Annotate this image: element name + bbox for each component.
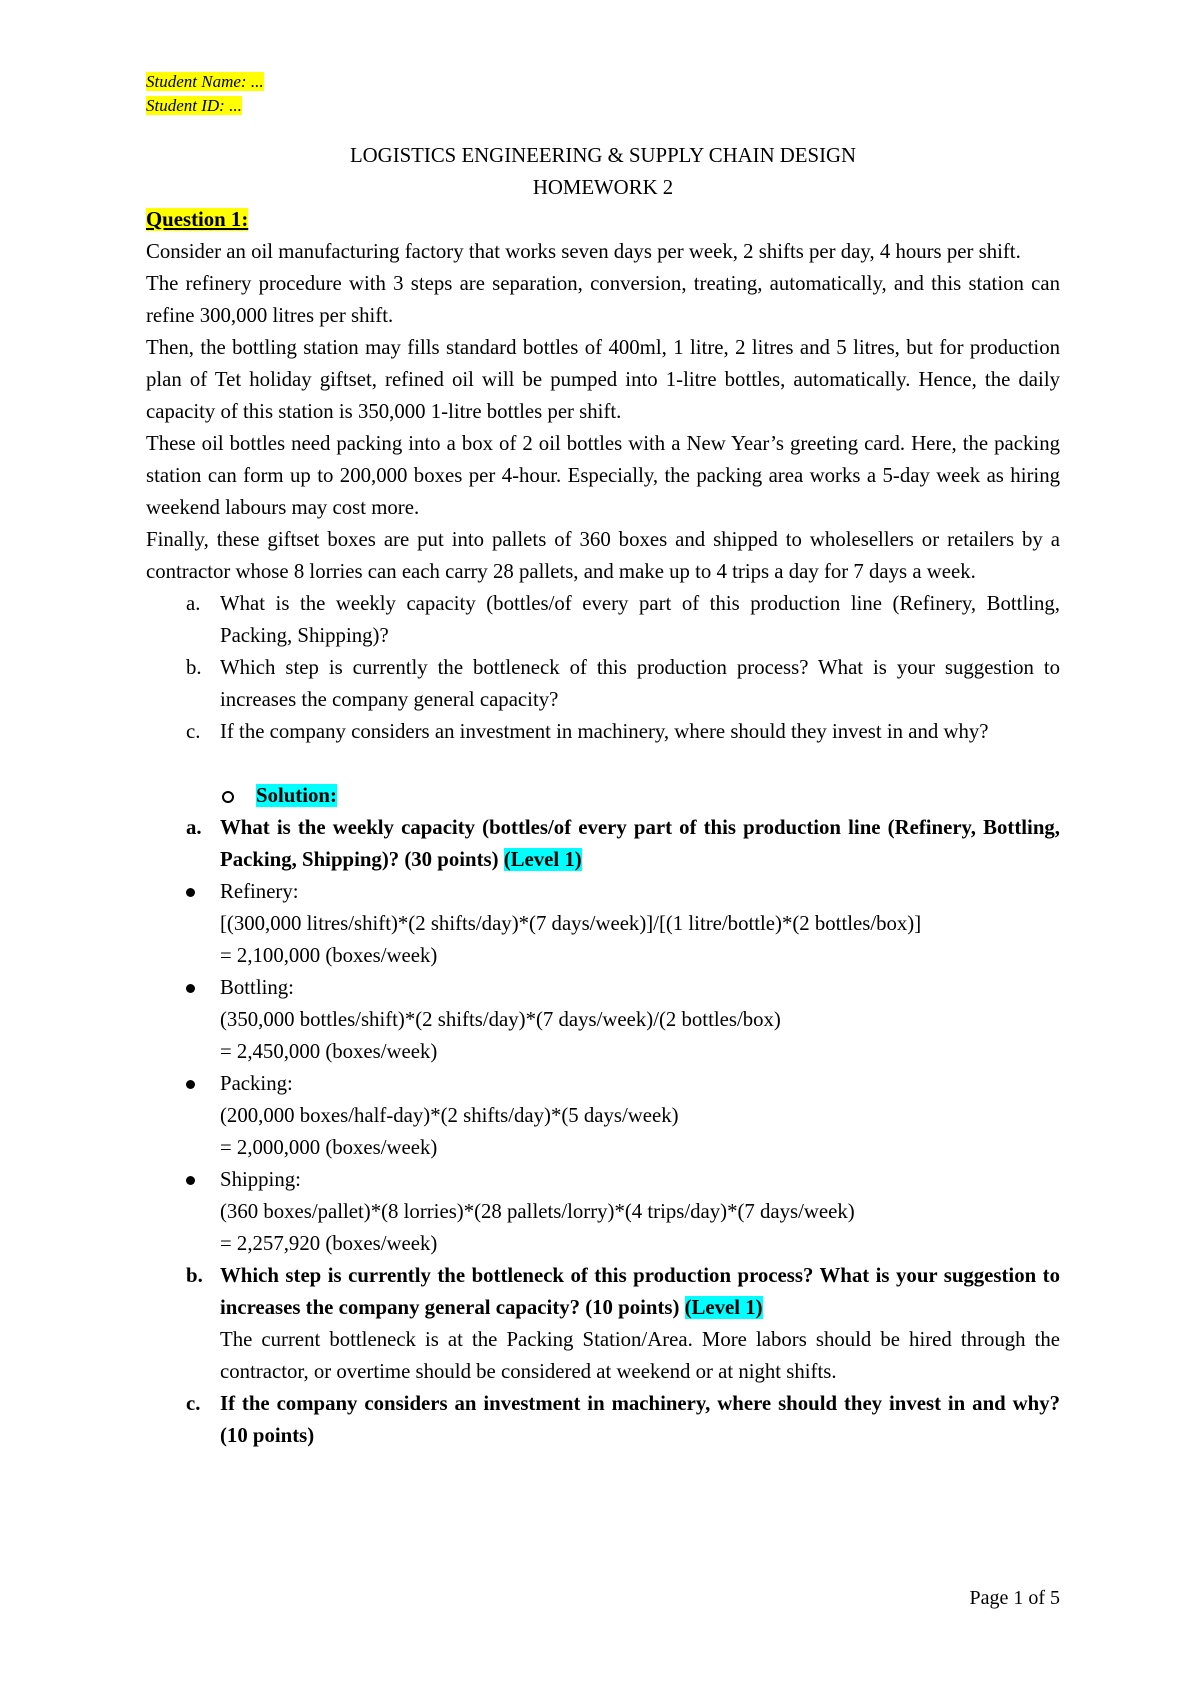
student-id-line: Student ID: ... <box>146 96 242 115</box>
page-number: Page 1 of 5 <box>969 1587 1060 1609</box>
calc-bullet <box>146 1068 1060 1164</box>
item-marker: b. <box>186 1264 203 1287</box>
calc-bullet <box>146 876 1060 972</box>
page-content <box>146 70 1060 1452</box>
solution-part-b <box>146 1260 1060 1388</box>
item-text: If the company considers an investment in machinery, where should they invest in and why? <box>220 720 989 743</box>
item-marker: c. <box>186 720 201 743</box>
circle-bullet-icon <box>222 791 234 803</box>
calc-result: = 2,257,920 (boxes/week) <box>220 1232 438 1255</box>
title-line-2: HOMEWORK 2 <box>532 176 674 199</box>
item-text: What is the weekly capacity (bottles/of every part of this production line (Refinery, Bottling, Packing, Shipping)? <box>220 592 1060 647</box>
calc-name: Packing: <box>220 1072 293 1095</box>
student-info <box>146 70 1060 118</box>
solution-heading: Solution: <box>146 780 1060 812</box>
part-b-answer: The current bottleneck is at the Packing Station/Area. More labors should be hired through the contractor, or overtime should be considered at weekend or at night shifts. <box>220 1328 1060 1383</box>
question-item <box>146 652 1060 716</box>
question-item <box>146 716 1060 748</box>
student-name-line: Student Name: ... <box>146 72 264 91</box>
calc-formula: (200,000 boxes/half-day)*(2 shifts/day)*(5 days/week) <box>220 1104 679 1127</box>
calc-name: Shipping: <box>220 1168 301 1191</box>
title-line-1: LOGISTICS ENGINEERING & SUPPLY CHAIN DESIGN <box>349 144 857 167</box>
calc-formula: (360 boxes/pallet)*(8 lorries)*(28 pallets/lorry)*(4 trips/day)*(7 days/week) <box>220 1200 855 1223</box>
question-paragraph: Then, the bottling station may fills standard bottles of 400ml, 1 litre, 2 litres and 5 litres, but for production plan of Tet holiday giftset, refined oil will be pumped into 1-litre bottles, automatically. Hence, the daily capacity of this station is 350,000 1-litre bottles per shift. <box>146 336 1060 423</box>
calc-result: = 2,100,000 (boxes/week) <box>220 944 438 967</box>
part-a-question: What is the weekly capacity (bottles/of every part of this production line (Refinery, Bottling, Packing, Shipping)? (30 points) <box>220 816 1060 871</box>
calc-result: = 2,450,000 (boxes/week) <box>220 1040 438 1063</box>
calc-bullet <box>146 972 1060 1068</box>
bullet-icon <box>186 1080 195 1089</box>
question-item <box>146 588 1060 652</box>
item-marker: a. <box>186 592 201 615</box>
part-c-question: If the company considers an investment in machinery, where should they invest in and why? (10 points) <box>220 1392 1060 1447</box>
question-paragraph: Consider an oil manufacturing factory that works seven days per week, 2 shifts per day, 4 hours per shift. <box>146 240 1021 263</box>
level-badge: (Level 1) <box>684 1296 763 1319</box>
solution-part-a <box>146 812 1060 876</box>
level-badge: (Level 1) <box>503 848 582 871</box>
item-text: Which step is currently the bottleneck of this production process? What is your suggestion to increases the company general capacity? <box>220 656 1060 711</box>
bullet-icon <box>186 984 195 993</box>
calc-formula: (350,000 bottles/shift)*(2 shifts/day)*(7 days/week)/(2 bottles/box) <box>220 1008 781 1031</box>
question-paragraph: Finally, these giftset boxes are put into pallets of 360 boxes and shipped to wholesellers or retailers by a contractor whose 8 lorries can each carry 28 pallets, and make up to 4 trips a day for 7 days a week. <box>146 528 1060 583</box>
item-marker: a. <box>186 816 202 839</box>
solution-part-c <box>146 1388 1060 1452</box>
calc-name: Bottling: <box>220 976 294 999</box>
item-marker: c. <box>186 1392 201 1415</box>
question-paragraph: The refinery procedure with 3 steps are separation, conversion, treating, automatically, and this station can refine 300,000 litres per shift. <box>146 272 1060 327</box>
bullet-icon <box>186 1176 195 1185</box>
part-b-question: Which step is currently the bottleneck of this production process? What is your suggestion to increases the company general capacity? (10 points) <box>220 1264 1060 1319</box>
calc-formula: [(300,000 litres/shift)*(2 shifts/day)*(7 days/week)]/[(1 litre/bottle)*(2 bottles/box)] <box>220 912 922 935</box>
calc-bullet <box>146 1164 1060 1260</box>
question-paragraph: These oil bottles need packing into a box of 2 oil bottles with a New Year’s greeting card. Here, the packing station can form up to 200,000 boxes per 4-hour. Especially, the packing area works a 5-day week as hiring weekend labours may cost more. <box>146 432 1060 519</box>
calc-name: Refinery: <box>220 880 299 903</box>
question-heading: Question 1: <box>146 208 249 231</box>
bullet-icon <box>186 888 195 897</box>
item-marker: b. <box>186 656 202 679</box>
calc-result: = 2,000,000 (boxes/week) <box>220 1136 438 1159</box>
document-title <box>146 140 1060 204</box>
